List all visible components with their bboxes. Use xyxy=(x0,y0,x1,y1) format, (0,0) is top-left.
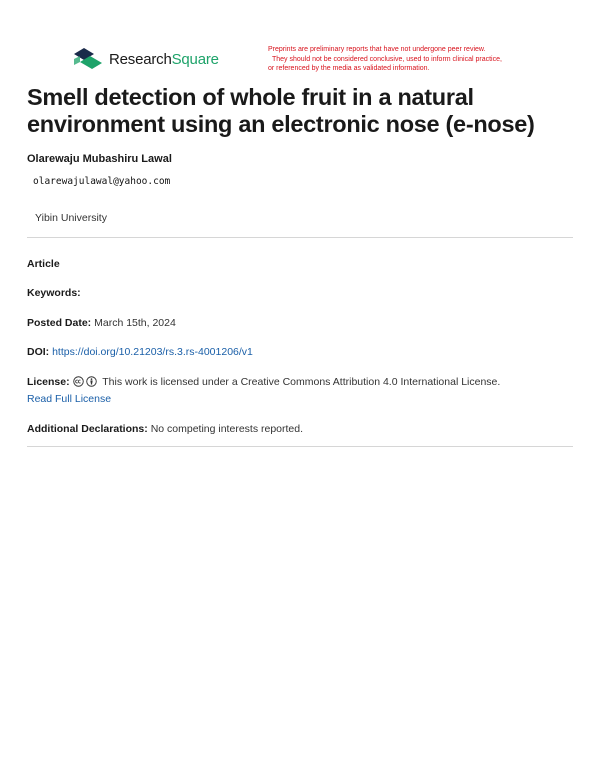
doi-label: DOI: xyxy=(27,346,50,358)
divider-bottom xyxy=(27,446,573,447)
research-square-logo-icon xyxy=(74,48,102,70)
declarations-row xyxy=(27,421,577,438)
license-label: License: xyxy=(27,376,70,388)
paper-title: Smell detection of whole fruit in a natural environment using an electronic nose (e-nose) xyxy=(27,84,535,137)
posted-date-row xyxy=(27,315,577,332)
preprint-notice-line-2: They should not be considered conclusive, used to inform clinical practice, xyxy=(272,55,502,63)
keywords-label: Keywords: xyxy=(27,287,81,299)
attribution-icon xyxy=(86,376,97,387)
brand-word-square: Square xyxy=(171,50,219,68)
brand-name xyxy=(109,51,219,68)
declarations-value: No competing interests reported. xyxy=(150,423,304,435)
cc-license-icons xyxy=(73,376,97,387)
brand-word-research: Research xyxy=(109,50,172,68)
read-full-license-link[interactable]: Read Full License xyxy=(27,393,112,405)
keywords-row xyxy=(27,285,577,302)
author-affiliation: Yibin University xyxy=(35,212,107,224)
posted-date-label: Posted Date: xyxy=(27,317,92,329)
preprint-notice xyxy=(268,45,558,74)
creative-commons-icon xyxy=(73,376,84,387)
doi-link[interactable]: https://doi.org/10.21203/rs.3.rs-4001206/v1 xyxy=(52,346,253,358)
preprint-notice-line-3: or referenced by the media as validated information. xyxy=(268,65,430,72)
article-type-label: Article xyxy=(27,258,60,270)
license-text: This work is licensed under a Creative Commons Attribution 4.0 International License. xyxy=(102,376,501,388)
research-square-logo[interactable] xyxy=(74,48,219,70)
article-type xyxy=(27,256,577,273)
doi-row xyxy=(27,344,577,361)
declarations-label: Additional Declarations: xyxy=(27,423,148,435)
divider-top xyxy=(27,237,573,238)
author-name: Olarewaju Mubashiru Lawal xyxy=(27,153,172,165)
author-email[interactable]: olarewajulawal@yahoo.com xyxy=(33,176,171,187)
posted-date-value: March 15th, 2024 xyxy=(94,317,176,329)
license-row xyxy=(27,374,577,408)
preprint-notice-line-1: Preprints are preliminary reports that have not undergone peer review. xyxy=(268,46,486,53)
